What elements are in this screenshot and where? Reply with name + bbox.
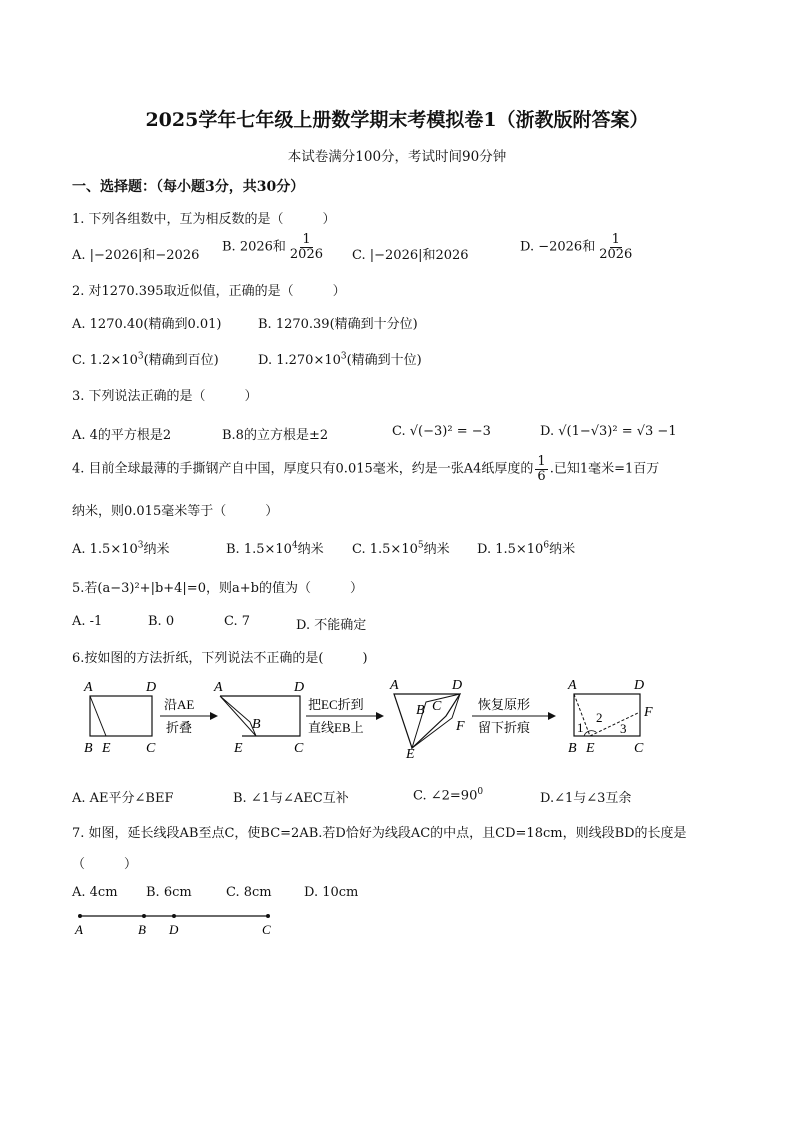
q4-b-exponent: 4 xyxy=(291,540,298,551)
q2-stem: 2. 对1270.395取近似值，正确的是（ ） xyxy=(72,284,346,299)
q4-d-base: D. 1.5×10 xyxy=(477,542,544,557)
stage1-rectangle xyxy=(90,696,152,736)
arrow3-bottom-text: 留下折痕 xyxy=(478,720,531,735)
angle-2-label: 2 xyxy=(596,710,603,725)
q1-option-d xyxy=(520,233,636,261)
point-c-label: C xyxy=(262,922,271,937)
q2-c-note: (精确到百位) xyxy=(143,353,219,368)
q4-fraction xyxy=(535,455,547,483)
label3-F: F xyxy=(456,719,465,734)
q6-option-c xyxy=(413,787,483,803)
q6-folding-diagram xyxy=(80,676,670,758)
arrow2-top-text: 把EC折到 xyxy=(308,697,364,712)
stage4-rectangle xyxy=(574,694,640,736)
q5-option-b: B. 0 xyxy=(148,614,175,629)
label2-D: D xyxy=(294,680,305,695)
q4-a-base: A. 1.5×10 xyxy=(72,542,138,557)
q4-line1 xyxy=(72,455,659,483)
q1-stem: 1. 下列各组数中，互为相反数的是（ ） xyxy=(72,212,336,227)
angle-1-label: 1 xyxy=(577,720,584,735)
label-E: E xyxy=(102,741,111,756)
q3-d-label: D. xyxy=(540,424,555,439)
page-title: 2025学年七年级上册数学期末考模拟卷1（浙教版附答案） xyxy=(145,109,649,131)
q3-option-d xyxy=(540,424,677,439)
q3-c-label: C. xyxy=(392,424,406,439)
arrow1-bottom-text: 折叠 xyxy=(166,720,193,735)
q4-d-unit: 纳米 xyxy=(549,542,576,557)
q4-b-base: B. 1.5×10 xyxy=(226,542,292,557)
q2-c-base: C. 1.2×10 xyxy=(72,353,138,368)
q3-option-a: A. 4的平方根是2 xyxy=(72,428,172,443)
q3-c-expression: √(−3)² = −3 xyxy=(409,424,491,439)
label4-E: E xyxy=(586,741,595,756)
label4-B: B xyxy=(568,741,577,756)
stage2-folded-flap xyxy=(220,696,256,736)
point-a-label: A xyxy=(75,922,83,937)
q2-c-exponent: 3 xyxy=(137,351,144,362)
q3-option-b: B.8的立方根是±2 xyxy=(222,428,329,443)
section-heading-choice: 一、选择题：（每小题3分，共30分） xyxy=(72,179,305,195)
point-d xyxy=(172,914,176,918)
q7-option-b: B. 6cm xyxy=(146,885,192,900)
q1-option-a: A. |−2026|和−2026 xyxy=(72,248,200,263)
arrow1-head xyxy=(210,712,218,720)
q4-line1-end: .已知1毫米=1百万 xyxy=(549,461,660,477)
q3-option-c xyxy=(392,424,491,439)
label3-C: C xyxy=(432,699,442,714)
q2-option-c xyxy=(72,349,219,368)
q6-option-a: A. AE平分∠BEF xyxy=(72,791,174,806)
label4-F: F xyxy=(644,705,653,720)
q4-c-unit: 纳米 xyxy=(423,542,450,557)
angle-arc xyxy=(584,731,596,736)
label3-E: E xyxy=(406,747,415,758)
angle-3-label: 3 xyxy=(620,721,627,736)
q1-option-b-text: B. 2026和 xyxy=(222,239,286,255)
label2-A: A xyxy=(214,680,223,695)
label3-D: D xyxy=(452,678,463,693)
stage1-fold-ae xyxy=(90,696,106,736)
q3-stem: 3. 下列说法正确的是（ ） xyxy=(72,389,258,404)
point-b xyxy=(142,914,146,918)
q5-stem: 5.若(a−3)²+|b+4|=0，则a+b的值为（ ） xyxy=(72,581,363,596)
q4-b-unit: 纳米 xyxy=(297,542,324,557)
q7-option-a: A. 4cm xyxy=(72,885,118,900)
q7-option-c: C. 8cm xyxy=(226,885,272,900)
q4-line1-text: 4. 目前全球最薄的手撕钢产自中国，厚度只有0.015毫米，约是一张A4纸厚度的 xyxy=(72,461,534,477)
q3-d-expression: √(1−√3)² = √3 −1 xyxy=(558,424,677,439)
q1-option-b-fraction xyxy=(288,233,325,261)
q6-c-text: C. ∠2=90 xyxy=(413,788,478,804)
q2-d-exponent: 3 xyxy=(340,351,347,362)
label-A: A xyxy=(84,680,93,695)
exam-info: 本试卷满分100分，考试时间90分钟 xyxy=(287,149,507,165)
q1-d-denominator: 2026 xyxy=(599,246,633,262)
q2-d-note: (精确到十位) xyxy=(346,353,422,368)
q6-option-b: B. ∠1与∠AEC互补 xyxy=(233,791,349,806)
q7-segment-diagram xyxy=(72,908,282,942)
q2-option-d xyxy=(258,349,422,368)
q4-option-d xyxy=(477,538,575,557)
q1-d-numerator: 1 xyxy=(611,232,620,247)
q4-option-a xyxy=(72,538,170,557)
arrow2-head xyxy=(376,712,384,720)
q2-d-base: D. 1.270×10 xyxy=(258,353,341,368)
q1-option-d-fraction xyxy=(597,233,634,261)
point-b-label: B xyxy=(138,922,146,937)
stage2-paper xyxy=(238,696,300,736)
q4-c-exponent: 5 xyxy=(417,540,424,551)
q5-option-a: A. -1 xyxy=(72,614,103,629)
label-D: D xyxy=(146,680,157,695)
q6-option-d: D.∠1与∠3互余 xyxy=(540,791,632,806)
q7-option-d: D. 10cm xyxy=(304,885,359,900)
label2-C: C xyxy=(294,741,304,756)
q1-b-numerator: 1 xyxy=(302,232,311,247)
q4-a-unit: 纳米 xyxy=(143,542,170,557)
label3-A: A xyxy=(390,678,399,693)
q1-option-d-text: D. −2026和 xyxy=(520,239,596,255)
label4-C: C xyxy=(634,741,644,756)
label-B: B xyxy=(84,741,93,756)
q4-c-base: C. 1.5×10 xyxy=(352,542,418,557)
q4-fraction-denominator: 6 xyxy=(537,468,546,484)
label-C: C xyxy=(146,741,156,756)
q2-option-b: B. 1270.39(精确到十分位) xyxy=(258,317,418,332)
q4-fraction-numerator: 1 xyxy=(537,454,546,469)
q2-option-a: A. 1270.40(精确到0.01) xyxy=(72,317,222,332)
q6-stem: 6.按如图的方法折纸，下列说法不正确的是( ) xyxy=(72,651,368,666)
label2-E: E xyxy=(234,741,243,756)
q7-stem: 7. 如图，延长线段AB至点C，使BC=2AB.若D恰好为线段AC的中点，且CD=18cm，则线段BD的长度是 xyxy=(72,826,687,841)
point-a xyxy=(78,914,82,918)
q6-c-degree: 0 xyxy=(477,787,484,797)
q1-option-b xyxy=(222,233,327,261)
arrow2-bottom-text: 直线EB上 xyxy=(308,720,364,735)
q1-option-c: C. |−2026|和2026 xyxy=(352,248,469,263)
q4-option-c xyxy=(352,538,450,557)
q5-option-c: C. 7 xyxy=(224,614,251,629)
q4-d-exponent: 6 xyxy=(543,540,550,551)
q4-a-exponent: 3 xyxy=(137,540,144,551)
label4-A: A xyxy=(568,678,577,693)
arrow1-top-text: 沿AE xyxy=(164,697,195,712)
point-c xyxy=(266,914,270,918)
label2-B: B xyxy=(252,717,261,732)
arrow3-top-text: 恢复原形 xyxy=(478,697,531,712)
q4-line2: 纳米，则0.015毫米等于（ ） xyxy=(72,504,279,519)
arrow3-head xyxy=(548,712,556,720)
q5-option-d: D. 不能确定 xyxy=(296,618,367,633)
q1-b-denominator: 2026 xyxy=(289,246,323,262)
label4-D: D xyxy=(634,678,645,693)
label3-B: B xyxy=(416,703,425,718)
q7-stem-bracket: （ ） xyxy=(72,857,138,872)
q4-option-b xyxy=(226,538,324,557)
point-d-label: D xyxy=(169,922,179,937)
